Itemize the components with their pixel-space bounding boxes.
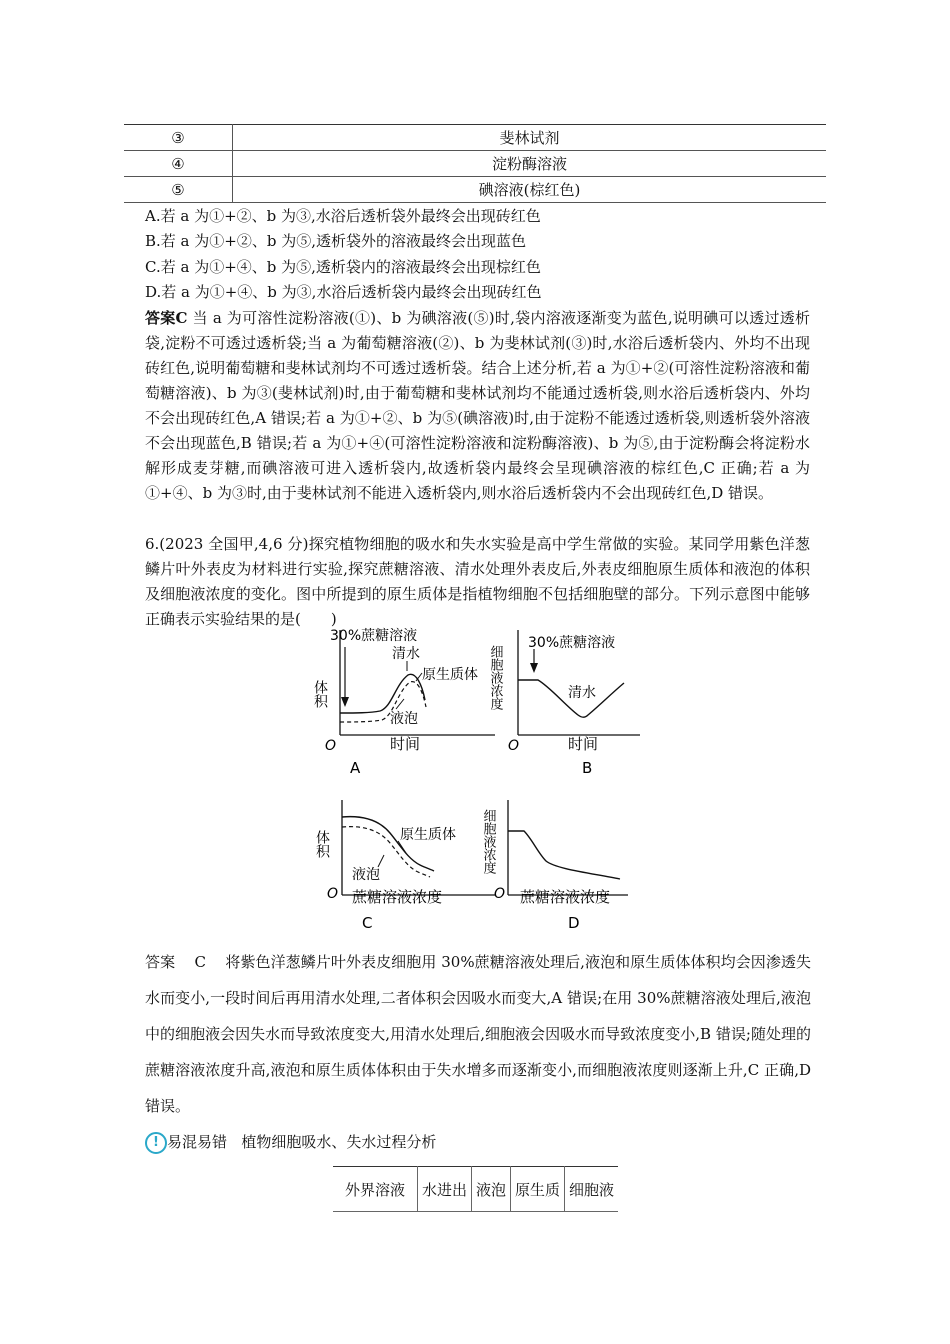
- origin-label: O: [325, 738, 337, 754]
- table-row: [124, 125, 826, 151]
- option-b: B.若 a 为①+②、b 为⑤,透析袋外的溶液最终会出现蓝色: [145, 232, 526, 250]
- answer-key: C: [194, 953, 207, 971]
- tip-title: 易混易错: [167, 1133, 228, 1151]
- protoplast-label: 原生质体: [400, 827, 456, 843]
- y-axis-label: 体积: [312, 680, 328, 708]
- y-axis-label: 细胞液浓度: [487, 645, 503, 710]
- y-axis-label: 细胞液浓度: [480, 809, 496, 874]
- x-axis-label: 蔗糖溶液浓度: [520, 888, 611, 906]
- question-6: 6.(2023 全国甲,4,6 分)探究植物细胞的吸水和失水实验是高中学生常做的实验。某同学用紫色洋葱鳞片叶外表皮为材料进行实验,探究蔗糖溶液、清水处理外表皮后,外表皮细胞原生质体和液泡的体积及细胞液浓度的变化。图中所提到的原生质体是指植物细胞不包括细胞壁的部分。下列示意图中能够正确表示实验结果的是( ): [145, 535, 810, 628]
- x-axis-label: 时间: [568, 735, 599, 753]
- sucrose-label: 30%蔗糖溶液: [330, 628, 418, 644]
- table-cell-num: ④: [124, 151, 233, 177]
- option-d: D.若 a 为①+④、b 为③,水浴后透析袋内最终会出现砖红色: [145, 283, 542, 301]
- option-c: C.若 a 为①+④、b 为⑤,透析袋内的溶液最终会出现棕红色: [145, 258, 541, 276]
- answer-key: C: [175, 309, 188, 327]
- table-header-cell: 细胞液: [565, 1167, 619, 1212]
- vacuole-label: 液泡: [390, 711, 418, 727]
- tip-header: [145, 1130, 436, 1154]
- figure-b: [487, 625, 650, 784]
- option-a: A.若 a 为①+②、b 为③,水浴后透析袋外最终会出现砖红色: [145, 207, 541, 225]
- table-cell-num: ⑤: [124, 177, 233, 203]
- table-cell-reagent: 淀粉酶溶液: [233, 151, 827, 177]
- figure-d-label: D: [568, 914, 580, 932]
- protoplast-curve: [340, 674, 425, 713]
- figure-a: [300, 625, 500, 784]
- table-header-row: [333, 1167, 618, 1212]
- answer-explanation-2: [145, 944, 811, 1124]
- vacuole-label: 液泡: [352, 867, 380, 883]
- table-cell-reagent: 碘溶液(棕红色): [233, 177, 827, 203]
- answer-label: 答案: [145, 309, 176, 327]
- answer-text: 将紫色洋葱鳞片叶外表皮细胞用 30%蔗糖溶液处理后,液泡和原生质体体积均会因渗透失水而变小,一段时间后再用清水处理,二者体积会因吸水而变大,A 错误;在用 30%蔗糖溶液处理后,液泡中的细胞液会因失水而导致浓度变大,用清水处理后,细胞液会因吸水而导致浓度变小,B 错误;随处理的蔗糖溶液浓度升高,液泡和原生质体体积由于失水增多而逐渐变小,而细胞液浓度则逐渐上升,C 正确,D 错误。: [145, 953, 812, 1115]
- table-cell-reagent: 斐林试剂: [233, 125, 827, 151]
- figure-a-label: A: [350, 759, 361, 777]
- figure-c-label: C: [362, 914, 373, 932]
- figure-d: [480, 795, 640, 944]
- table-row: [124, 177, 826, 203]
- table-header-cell: 水进出: [418, 1167, 472, 1212]
- table-row: [124, 151, 826, 177]
- answer-label: 答案: [145, 953, 176, 971]
- x-axis-label: 时间: [390, 735, 421, 753]
- reagent-table: [124, 124, 826, 203]
- origin-label: O: [508, 738, 520, 754]
- table-cell-num: ③: [124, 125, 233, 151]
- table-header-cell: 外界溶液: [333, 1167, 418, 1212]
- warning-icon: !: [145, 1132, 167, 1154]
- answer-explanation-1: [145, 306, 810, 506]
- tip-subtitle: 植物细胞吸水、失水过程分析: [241, 1133, 437, 1151]
- x-axis-label: 蔗糖溶液浓度: [352, 888, 443, 906]
- concentration-curve: [508, 831, 620, 879]
- y-axis-label: 体积: [314, 830, 330, 858]
- figure-c: [300, 795, 500, 944]
- table-header-cell: 液泡: [472, 1167, 511, 1212]
- water-label: 清水: [568, 685, 596, 701]
- answer-text: 当 a 为可溶性淀粉溶液(①)、b 为碘溶液(⑤)时,袋内溶液逐渐变为蓝色,说明碘可以透过透析袋,淀粉不可透过透析袋;当 a 为葡萄糖溶液(②)、b 为斐林试剂(③)时,水浴后透析袋内、外均不出现砖红色,说明葡萄糖和斐林试剂均不可透过透析袋。结合上述分析,若 a 为①+②(可溶性淀粉溶液和葡萄糖溶液)、b 为③(斐林试剂)时,由于葡萄糖和斐林试剂均不能通过透析袋,则水浴后透析袋内、外均不会出现砖红色,A 错误;若 a 为①+②、b 为⑤(碘溶液)时,由于淀粉不能透过透析袋,则透析袋外溶液不会出现蓝色,B 错误;若 a 为①+④(可溶性淀粉溶液和淀粉酶溶液)、b 为⑤,由于淀粉酶会将淀粉水解形成麦芽糖,而碘溶液可进入透析袋内,故透析袋内最终会呈现碘溶液的棕红色,C 正确;若 a 为①+④、b 为③时,由于斐林试剂不能进入透析袋内,则水浴后透析袋内不会出现砖红色,D 错误。: [145, 309, 810, 502]
- analysis-table: [333, 1166, 618, 1212]
- sucrose-label: 30%蔗糖溶液: [528, 635, 616, 651]
- protoplast-curve: [342, 817, 434, 871]
- table-header-cell: 原生质: [511, 1167, 565, 1212]
- origin-label: O: [494, 886, 506, 902]
- origin-label: O: [327, 886, 339, 902]
- water-label: 清水: [392, 646, 420, 662]
- protoplast-label: 原生质体: [422, 667, 478, 683]
- figure-b-label: B: [582, 759, 593, 777]
